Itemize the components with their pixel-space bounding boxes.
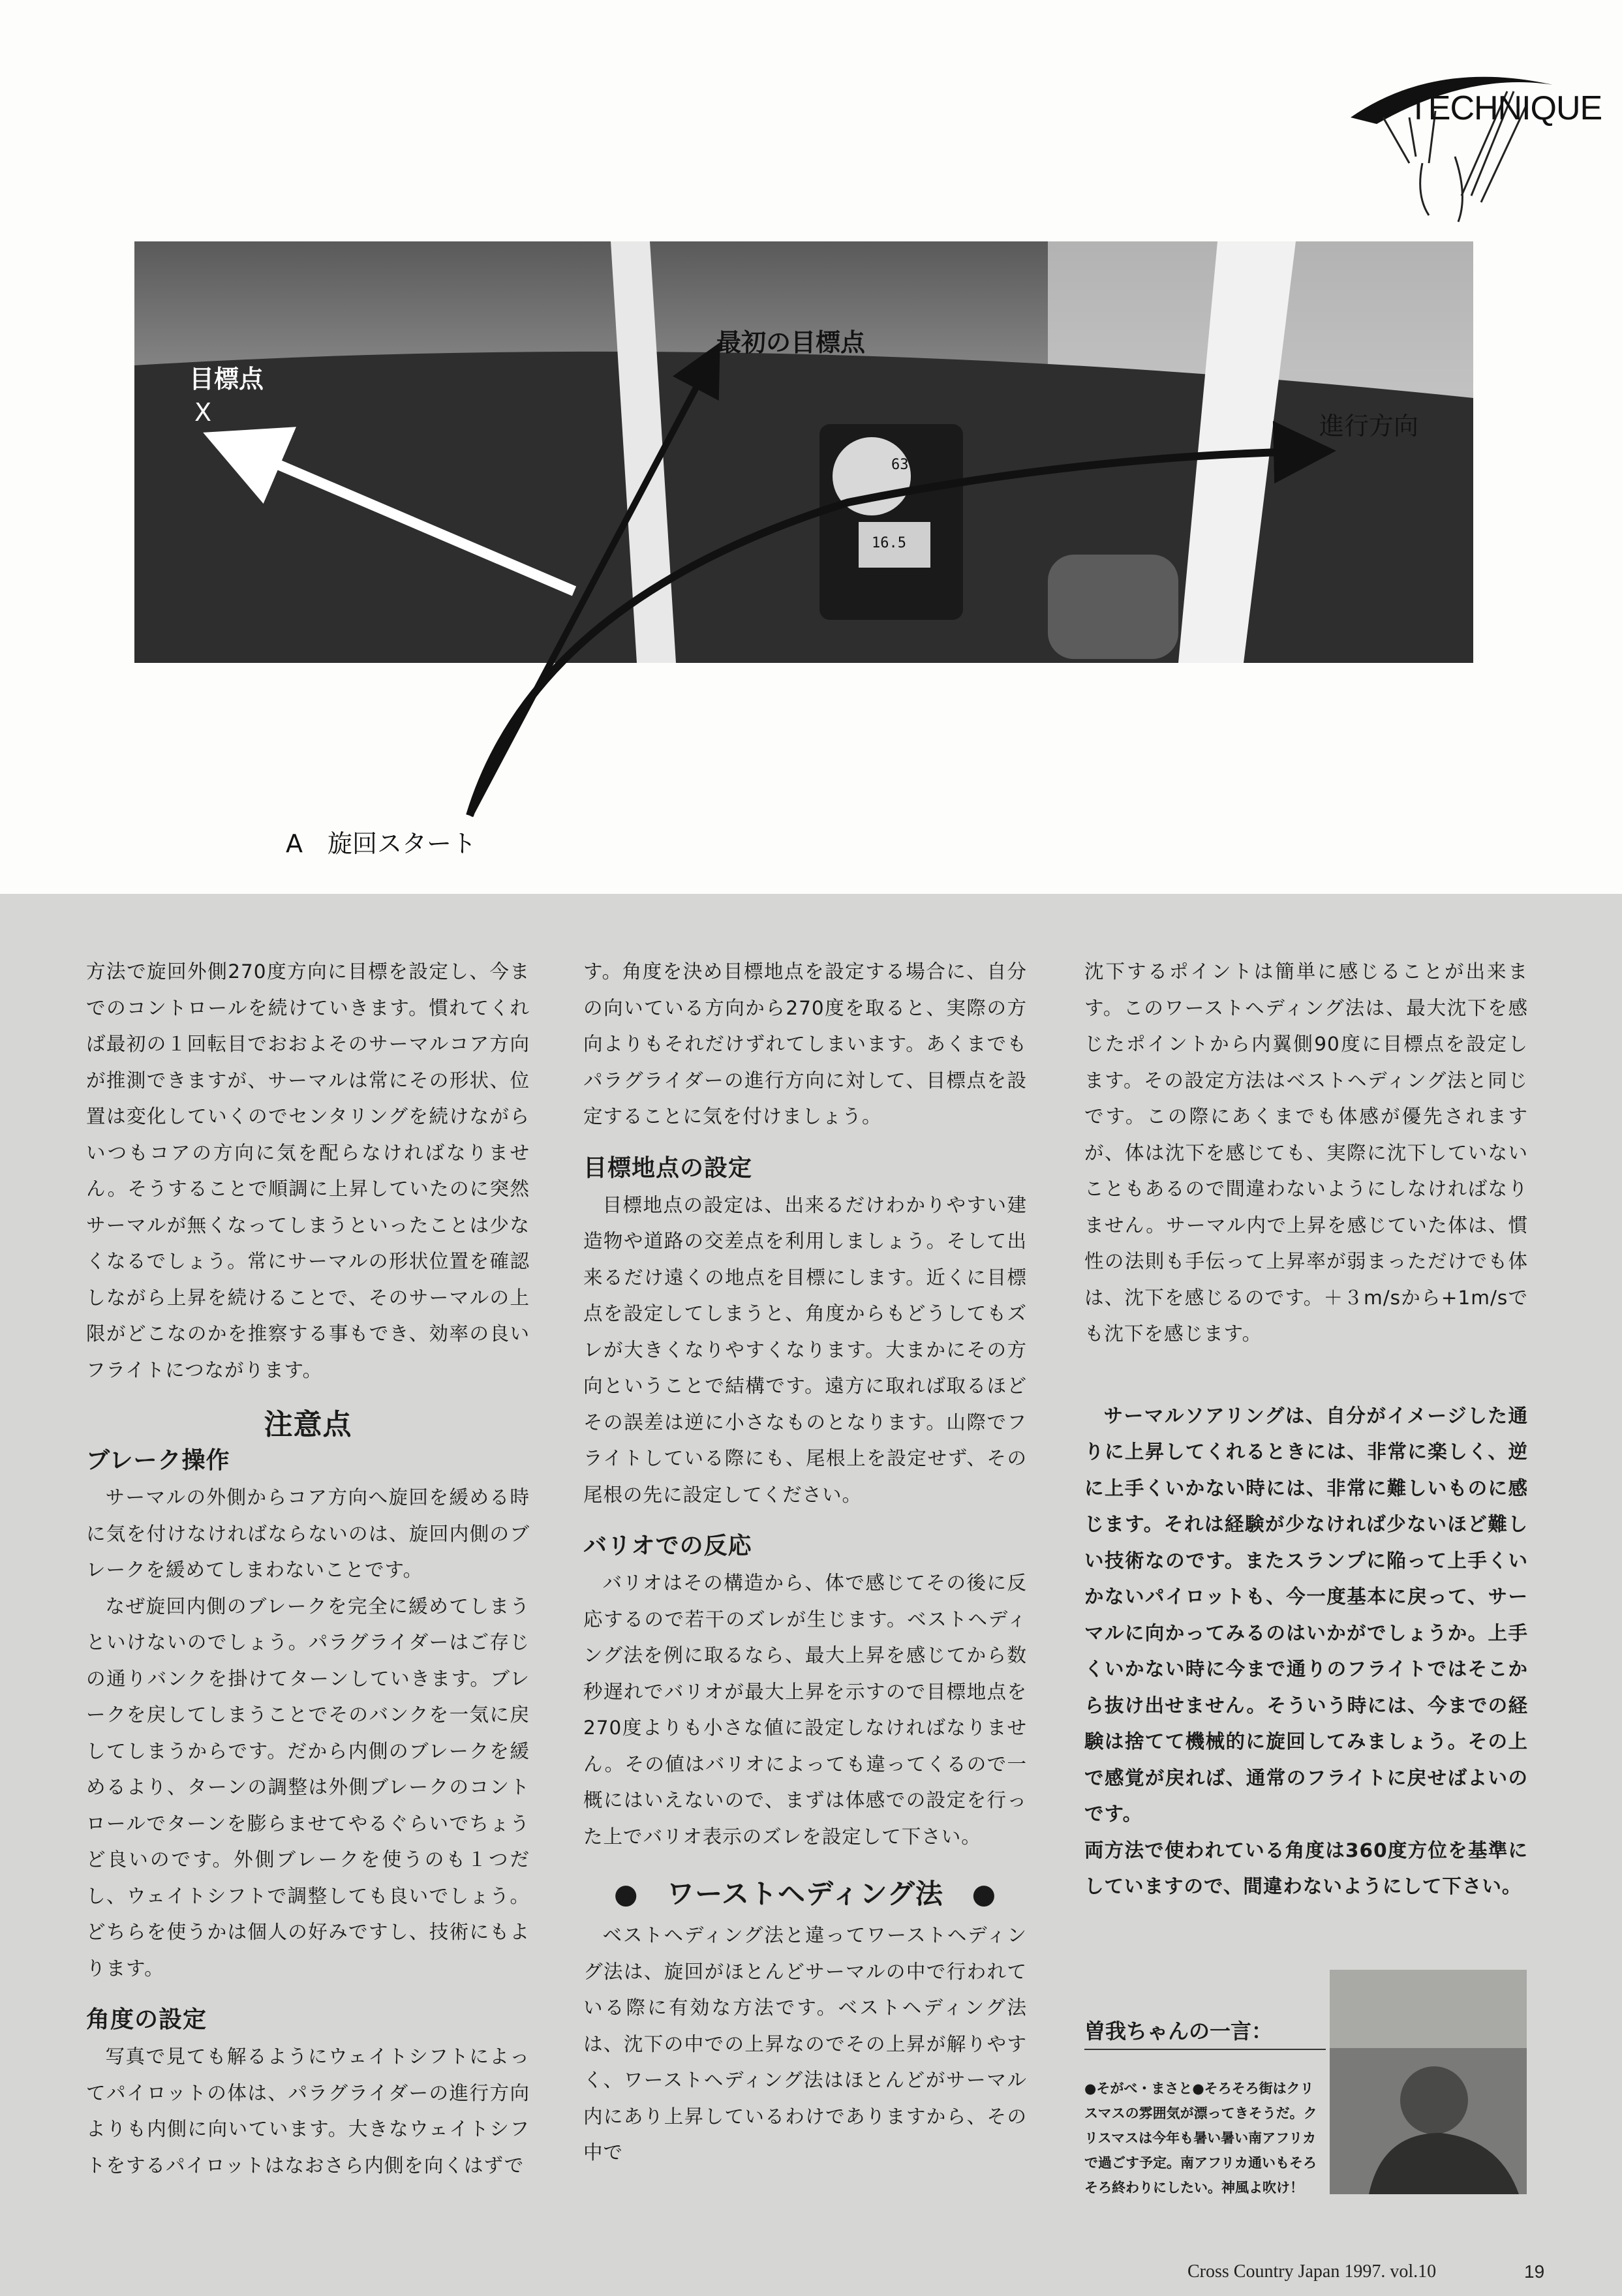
profile-divider — [1084, 2049, 1326, 2050]
flight-photo — [134, 241, 1473, 663]
heading-caution: 注意点 — [264, 1408, 352, 1441]
column-1 — [86, 954, 530, 2184]
angle-paragraph-1: 写真で見ても解るようにウェイトシフトによってパイロットの体は、パラグライダーの進行方向よりも内側に向いています。大きなウェイトシフトをするパイロットはなおさら内側を向くはずで — [86, 2045, 530, 2177]
subheading-angle: 角度の設定 — [86, 2006, 207, 2033]
vario-reading-bottom: 16.5 — [872, 535, 906, 551]
photo-illustration — [134, 241, 1473, 663]
page-number: 19 — [1524, 2261, 1545, 2282]
column-2 — [583, 954, 1027, 2171]
worst-paragraph: ベストヘディング法と違ってワーストヘディング法は、旋回がほとんどサーマルの中で行われている際に有効な方法です。ベストヘディング法は、沈下の中での上昇なのでその上昇が解りやすく、ワーストヘディング法はほとんどがサーマル内にあり上昇しているわけでありますから、その中で — [583, 1924, 1027, 2164]
profile-title: 曽我ちゃんの一言： — [1084, 2019, 1273, 2043]
target-paragraph: 目標地点の設定は、出来るだけわかりやすい建造物や道路の交差点を利用しましょう。そして出来るだけ遠くの地点を目標にします。近くに目標点を設定してしまうと、角度からもどうしてもズレが大きくなりやすくなります。大まかにその方向ということで結構です。遠方に取れば取るほどその誤差は逆に小さなものとなります。山際でフライトしている際にも、尾根上を設定せず、その尾根の先に設定してください。 — [583, 1193, 1027, 1506]
vario-paragraph: バリオはその構造から、体で感じてその後に反応するので若干のズレが生じます。ベストヘディング法を例に取るなら、最大上昇を感じてから数秒遅れでバリオが最大上昇を示すので目標地点を270度よりも小さな値に設定しなければなりません。その値はバリオによっても違ってくるので一概にはいえないので、まずは体感での設定を行った上でバリオ表示のズレを設定して下さい。 — [583, 1572, 1027, 1848]
profile-portrait — [1330, 1970, 1527, 2194]
worst-paragraph-cont: 沈下するポイントは簡単に感じることが出来ます。このワーストヘディング法は、最大沈下を感じたポイントから内翼側90度に目標点を設定します。その設定方法はベストヘディング法と同じです。この際にあくまでも体感が優先されますが、体は沈下を感じても、実際に沈下していないこともあるので間違わないようにしなければなりません。サーマル内で上昇を感じていた体は、慣性の法則も手伝って上昇率が弱まっただけでも体は、沈下を感じるのです。＋３m/sから+1m/sでも沈下を感じます。 — [1084, 960, 1528, 1345]
closing-block — [1084, 1398, 1528, 1905]
label-target: 目標点 — [189, 365, 264, 393]
subheading-vario: バリオでの反応 — [583, 1533, 752, 1559]
column-3 — [1084, 954, 1528, 1905]
closing-paragraph-2: 両方法で使われている角度は360度方位を基準にしていますので、間違わないようにして下さい。 — [1084, 1839, 1528, 1897]
heading-worst-heading — [583, 1875, 1027, 1914]
section-title: TECHNIQUE — [1408, 89, 1602, 127]
intro-paragraph: 方法で旋回外側270度方向に目標を設定し、今までのコントロールを続けていきます。慣れてくれば最初の１回転目でおおよそのサーマルコア方向が推測できますが、サーマルは常にその形状、位置は変化していくのでセンタリングを続けながらいつもコアの方向に気を配らなければなりません。そうすることで順調に上昇していたのに突然サーマルが無くなってしまうといったことは少なくなるでしょう。常にサーマルの形状位置を確認しながら上昇を続けることで、そのサーマルの上限がどこなのかを推察する事もでき、効率の良いフライトにつながります。 — [86, 960, 530, 1381]
bullet-right-icon: ● — [972, 1878, 997, 1910]
label-first-target: 最初の目標点 — [716, 328, 866, 357]
vario-reading-top: 63 — [891, 457, 909, 473]
brake-paragraph-2: なぜ旋回内側のブレークを完全に緩めてしまうといけないのでしょう。パラグライダーはご存じの通りバンクを掛けてターンしていきます。ブレークを戻してしまうことでそのバンクを一気に戻してしまうからです。だから内側のブレークを緩めるより、ターンの調整は外側ブレークのコントロールでターンを膨らませてやるぐらいでちょうど良いのです。外側ブレークを使うのも１つだし、ウェイトシフトで調整しても良いでしょう。どちらを使うかは個人の好みですし、技術にもよります。 — [86, 1595, 530, 1980]
subheading-target: 目標地点の設定 — [583, 1154, 753, 1182]
brake-paragraph-1: サーマルの外側からコア方向へ旋回を緩める時に気を付けなければならないのは、旋回内側のブレークを緩めてしまわないことです。 — [86, 1486, 530, 1581]
angle-paragraph-cont: す。角度を決め目標地点を設定する場合に、自分の向いている方向から270度を取ると、実際の方向よりもそれだけずれてしまいます。あくまでもパラグライダーの進行方向に対して、目標点を設定することに気を付けましょう。 — [583, 960, 1027, 1127]
label-target-mark: X — [194, 398, 212, 427]
label-direction: 進行方向 — [1319, 412, 1419, 440]
closing-paragraph-1: サーマルソアリングは、自分がイメージした通りに上昇してくれるときには、非常に楽しく、逆に上手くいかない時には、非常に難しいものに感じます。それは経験が少なければ少ないほど難しい技術なのです。またスランプに陥って上手くいかないパイロットも、今一度基本に戻って、サーマルに向かってみるのはいかがでしょうか。上手くいかない時に今まで通りのフライトではそこから抜け出せません。そういう時には、今までの経験は捨てて機械的に旋回してみましょう。その上で感覚が戻れば、通常のフライトに戻せばよいのです。 — [1084, 1404, 1528, 1825]
heading-worst-heading-text: ワーストヘディング法 — [667, 1878, 943, 1910]
subheading-brake: ブレーク操作 — [86, 1447, 230, 1474]
footer-journal: Cross Country Japan 1997. vol.10 — [1187, 2261, 1437, 2282]
profile-photo — [1330, 1970, 1527, 2194]
label-start: A 旋回スタート — [286, 829, 476, 858]
bullet-left-icon: ● — [613, 1878, 639, 1910]
profile-text: ●そがべ・まさと●そろそろ街はクリスマスの雰囲気が漂ってきそうだ。クリスマスは今年も暑い暑い南アフリカで過ごす予定。南アフリカ通いもそろそろ終わりにしたい。神風よ吹け！ — [1084, 2081, 1317, 2196]
